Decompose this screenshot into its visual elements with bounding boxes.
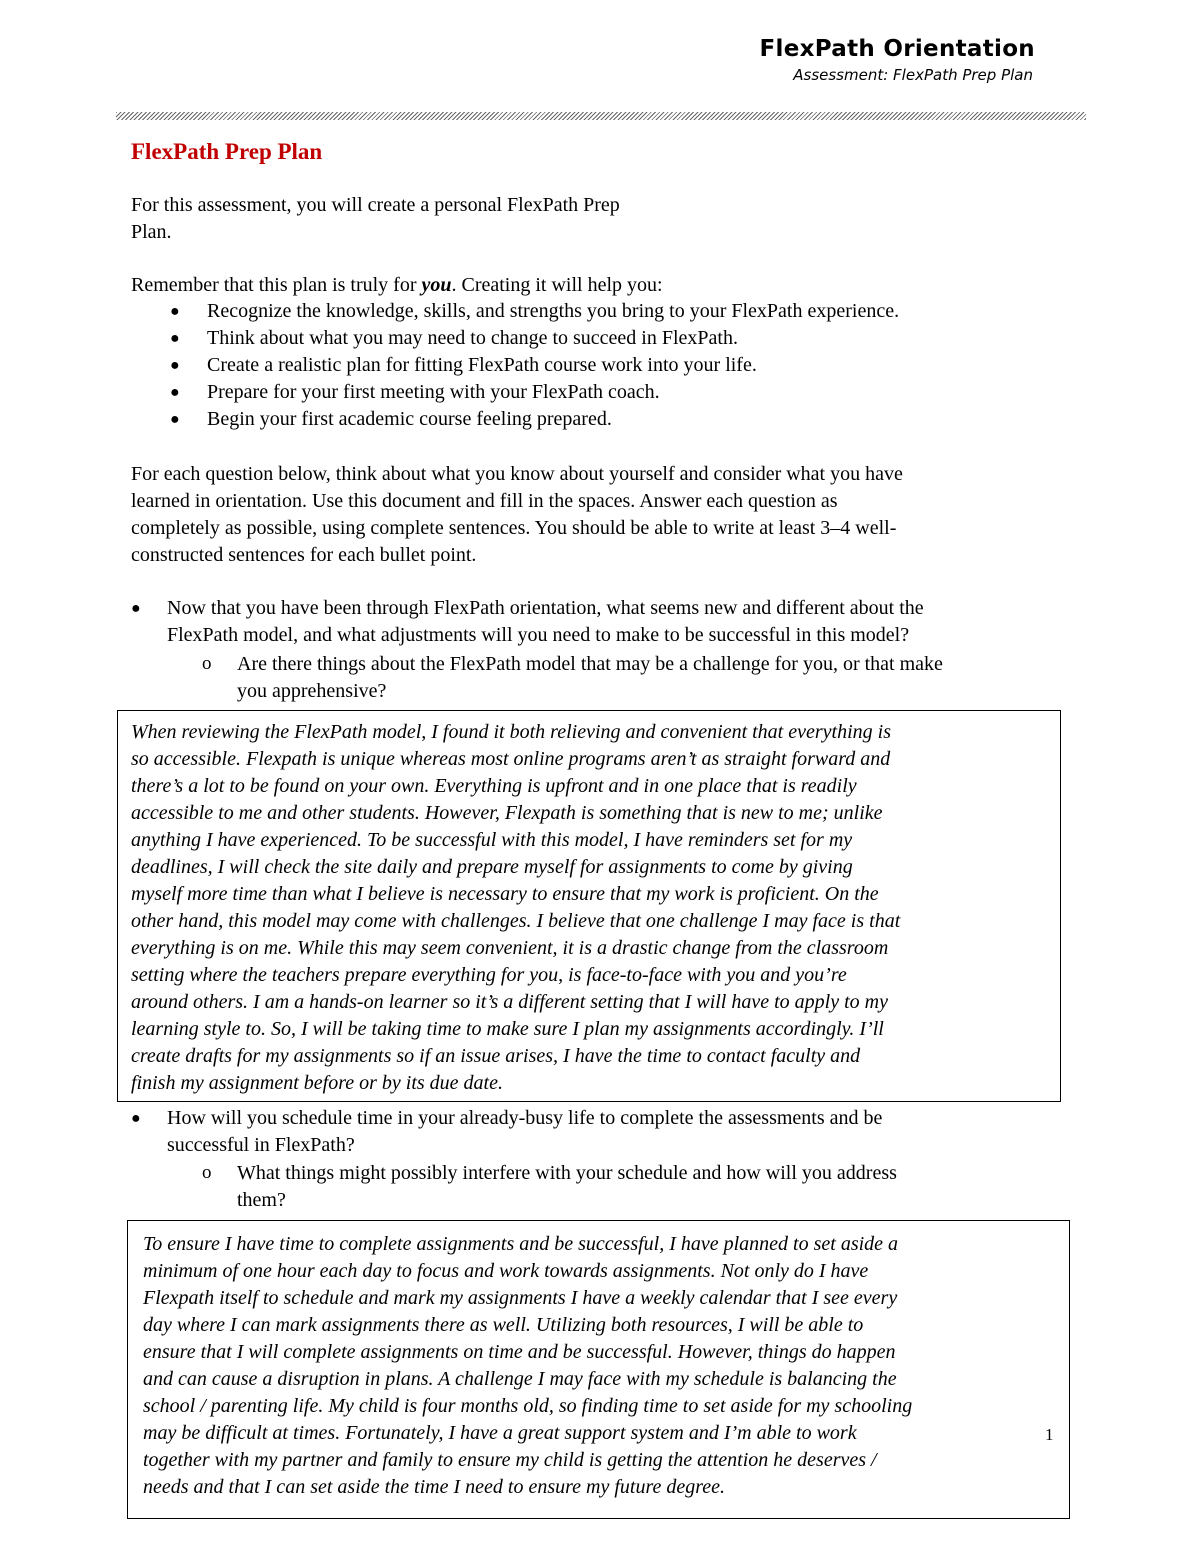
question-2-line-2: successful in FlexPath? <box>167 1134 355 1156</box>
question-1-line-2: FlexPath model, and what adjustments will you need to make to be successful in this model? <box>167 624 910 646</box>
header-divider <box>116 112 1086 120</box>
bullet-icon: ● <box>131 600 141 617</box>
question-2-sub-line-1: What things might possibly interfere with your schedule and how will you address <box>237 1162 897 1184</box>
list-item: Begin your first academic course feeling prepared. <box>207 408 612 430</box>
question-2-line-1: How will you schedule time in your already-busy life to complete the assessments and be <box>167 1107 883 1129</box>
answer-1-line: setting where the teachers prepare everything for you, is face-to-face with you and you’re <box>131 964 847 986</box>
question-2-sub-line-2: them? <box>237 1189 286 1211</box>
answer-1-line: create drafts for my assignments so if an issue arises, I have the time to contact faculty and <box>131 1045 861 1067</box>
answer-1-line: accessible to me and other students. However, Flexpath is something that is new to me; unlike <box>131 802 883 824</box>
sub-bullet-icon: o <box>202 1162 212 1183</box>
bullet-icon: ● <box>170 357 180 374</box>
answer-1-line: finish my assignment before or by its due date. <box>131 1072 503 1094</box>
answer-2-line: To ensure I have time to complete assignments and be successful, I have planned to set aside a <box>143 1233 899 1255</box>
bullet-icon: ● <box>170 303 180 320</box>
answer-2-line: school / parenting life. My child is four months old, so finding time to set aside for my schooling <box>143 1395 913 1417</box>
page-title: FlexPath Prep Plan <box>131 139 323 164</box>
page-number: 1 <box>1045 1425 1054 1444</box>
remember-line <box>131 272 663 299</box>
answer-1-line: other hand, this model may come with challenges. I believe that one challenge I may face is that <box>131 910 901 932</box>
answer-2-line: minimum of one hour each day to focus and work towards assignments. Not only do I have <box>143 1260 869 1282</box>
answer-1-line: anything I have experienced. To be successful with this model, I have reminders set for my <box>131 829 853 851</box>
question-1-sub-line-1: Are there things about the FlexPath model that may be a challenge for you, or that make <box>237 653 943 675</box>
answer-1-line: learning style to. So, I will be taking time to make sure I plan my assignments accordingly. I’ll <box>131 1018 884 1040</box>
answer-2-line: together with my partner and family to ensure my child is getting the attention he deserves / <box>143 1449 877 1471</box>
list-item: Prepare for your first meeting with your FlexPath coach. <box>207 381 660 403</box>
remember-pre: Remember that this plan is truly for <box>131 274 422 296</box>
answer-2-line: may be difficult at times. Fortunately, I have a great support system and I’m able to work <box>143 1422 857 1444</box>
answer-2-line: and can cause a disruption in plans. A challenge I may face with my schedule is balancing the <box>143 1368 897 1390</box>
sub-bullet-icon: o <box>202 653 212 674</box>
instructions-line-2: learned in orientation. Use this document and fill in the spaces. Answer each question as <box>131 490 838 512</box>
instructions-line-4: constructed sentences for each bullet point. <box>131 544 477 566</box>
answer-2-line: ensure that I will complete assignments on time and be successful. However, things do happen <box>143 1341 896 1363</box>
list-item: Create a realistic plan for fitting FlexPath course work into your life. <box>207 354 757 376</box>
question-1-line-1: Now that you have been through FlexPath orientation, what seems new and different about the <box>167 597 924 619</box>
answer-2-line: day where I can mark assignments there as well. Utilizing both resources, I will be able to <box>143 1314 864 1336</box>
answer-2-line: needs and that I can set aside the time I need to ensure my future degree. <box>143 1476 726 1498</box>
answer-1-line: so accessible. Flexpath is unique whereas most online programs aren’t as straight forward and <box>131 748 891 770</box>
remember-post: . Creating it will help you: <box>451 274 663 296</box>
answer-1-box[interactable] <box>117 710 1061 1102</box>
answer-1-line: deadlines, I will check the site daily and prepare myself for assignments to come by giving <box>131 856 853 878</box>
header-title: FlexPath Orientation <box>759 36 1035 62</box>
answer-1-line: When reviewing the FlexPath model, I found it both relieving and convenient that everything is <box>131 721 891 743</box>
instructions-line-3: completely as possible, using complete sentences. You should be able to write at least 3–4 well- <box>131 517 897 539</box>
list-item: Recognize the knowledge, skills, and strengths you bring to your FlexPath experience. <box>207 300 900 322</box>
list-item: Think about what you may need to change to succeed in FlexPath. <box>207 327 738 349</box>
answer-1-line: there’s a lot to be found on your own. Everything is upfront and in one place that is readily <box>131 775 857 797</box>
bullet-icon: ● <box>131 1110 141 1127</box>
bullet-icon: ● <box>170 330 180 347</box>
bullet-icon: ● <box>170 384 180 401</box>
answer-2-box[interactable] <box>127 1220 1070 1519</box>
answer-1-line: around others. I am a hands-on learner so it’s a different setting that I will have to apply to my <box>131 991 888 1013</box>
answer-1-line: myself more time than what I believe is necessary to ensure that my work is proficient. On the <box>131 883 879 905</box>
header-subtitle: Assessment: FlexPath Prep Plan <box>793 66 1033 84</box>
bullet-icon: ● <box>170 411 180 428</box>
instructions-line-1: For each question below, think about what you know about yourself and consider what you have <box>131 463 903 485</box>
question-1-sub-line-2: you apprehensive? <box>237 680 387 702</box>
intro-line-2: Plan. <box>131 221 172 243</box>
answer-2-line: Flexpath itself to schedule and mark my assignments I have a weekly calendar that I see every <box>143 1287 898 1309</box>
answer-1-line: everything is on me. While this may seem convenient, it is a drastic change from the classroom <box>131 937 889 959</box>
intro-line-1: For this assessment, you will create a personal FlexPath Prep <box>131 194 620 216</box>
remember-emphasis: you <box>421 274 452 296</box>
